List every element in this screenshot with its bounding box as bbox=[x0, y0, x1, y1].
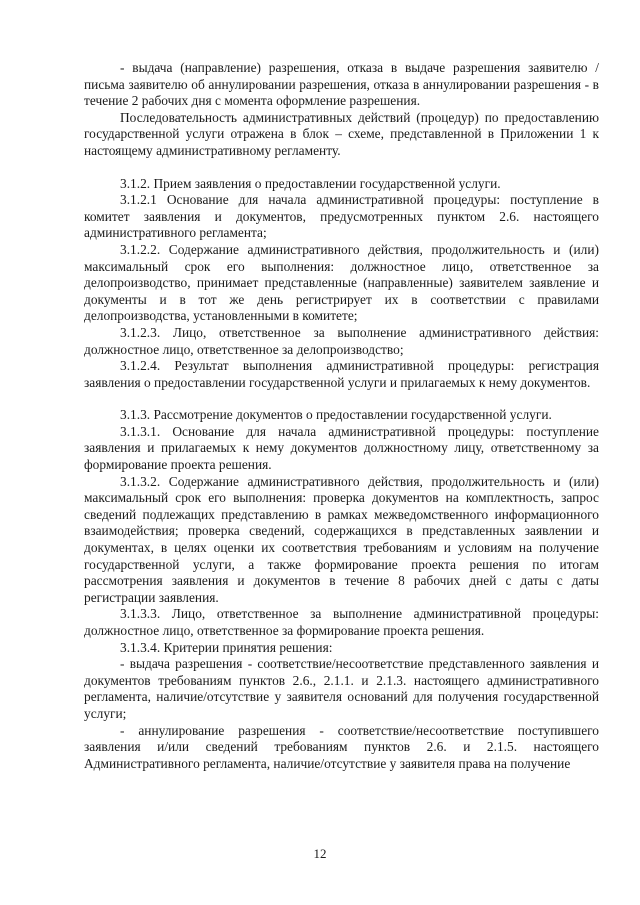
section-heading-3-1-3: 3.1.3. Рассмотрение документов о предоставлении государственной услуги. bbox=[120, 407, 552, 423]
paragraph-3-1-3-3: 3.1.3.3. Лицо, ответственное за выполнение административной процедуры: должностное лицо, ответственное за формирование проекта решения. bbox=[84, 606, 599, 638]
section-heading-3-1-2: 3.1.2. Прием заявления о предоставлении государственной услуги. bbox=[120, 175, 501, 191]
paragraph-3-1-3-1: 3.1.3.1. Основание для начала административной процедуры: поступление заявления и прилагаемых к нему документов должностному лицу, ответственному за формирование проекта решения. bbox=[84, 423, 599, 473]
paragraph-3-1-2-3: 3.1.2.3. Лицо, ответственное за выполнение административного действия: должностное лицо, ответственное за делопроизводство; bbox=[84, 324, 599, 357]
criteria-item-issuance: - выдача разрешения - соответствие/несоответствие представленного заявления и документов требованиям пунктов 2.6., 2.1.1. и 2.1.3. настоящего административного регламента, наличие/отсутствие у заявителя оснований для получения государственной услуги; bbox=[84, 656, 599, 721]
criteria-item-annulment: - аннулирование разрешения - соответствие/несоответствие поступившего заявления и/или сведений требованиям пунктов 2.6. и 2.1.5. настоящего Административного регламента, наличие/отсутствие у заявителя права на получение bbox=[84, 722, 599, 771]
paragraph-3-1-2-1: 3.1.2.1 Основание для начала административной процедуры: поступление в комитет заявления и документов, предусмотренных пунктом 2.6. настоящего административного регламента; bbox=[84, 192, 599, 241]
paragraph-3-1-3-2: 3.1.3.2. Содержание административного действия, продолжительность и (или) максимальный срок его выполнения: проверка документов на комплектность, запрос сведений подлежащих представлению в рамках межведомственного информационного взаимодействия; проверка сведений, содержащихся в представленных заявлении и документах, в целях оценки их соответствия требованиям и условиям на получение государственной услуги, а также формирование проекта решения по итогам рассмотрения заявления и документов в течение 8 рабочих дней с даты с даты регистрации заявления. bbox=[84, 473, 599, 605]
paragraph-3-1-2-4: 3.1.2.4. Результат выполнения административной процедуры: регистрация заявления о предоставлении государственной услуги и прилагаемых к нему документов. bbox=[84, 358, 599, 390]
paragraph-issuance-deadline: - выдача (направление) разрешения, отказа в выдаче разрешения заявителю / письма заявителю об аннулировании разрешения, отказа в аннулировании разрешения - в течение 2 рабочих дня с момента оформление разрешения. bbox=[84, 60, 599, 109]
paragraph-3-1-2-2: 3.1.2.2. Содержание административного действия, продолжительность и (или) максимальный срок его выполнения: должностное лицо, ответственное за делопроизводство, принимает представленные (направленные) заявителем заявление и документы и в тот же день регистрирует их в соответствии с правилами делопроизводства, установленными в комитете; bbox=[84, 241, 599, 324]
paragraph-3-1-3-4: 3.1.3.4. Критерии принятия решения: bbox=[120, 639, 333, 655]
page-number: 12 bbox=[313, 846, 327, 861]
body-text bbox=[84, 60, 599, 772]
paragraph-procedure-sequence: Последовательность административных действий (процедур) по предоставлению государственной услуги отражена в блок – схеме, представленной в Приложении 1 к настоящему административному регламенту. bbox=[84, 109, 599, 158]
